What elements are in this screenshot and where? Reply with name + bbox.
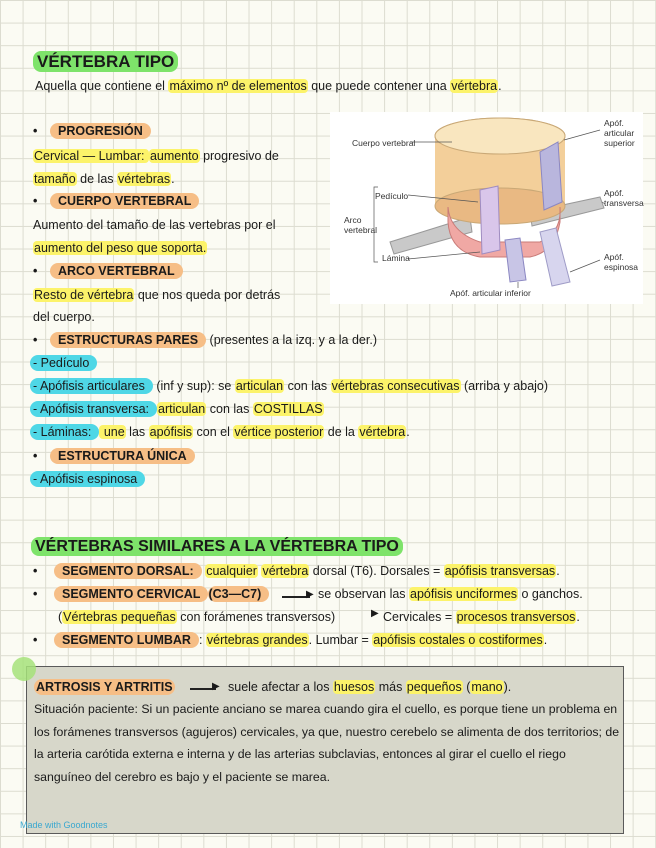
intro-text: Aquella que contiene el máximo nº de elementos que puede contener una vértebra.	[35, 79, 502, 93]
box-arrow-head: ▶	[212, 681, 220, 692]
cuerpo-line1: Aumento del tamaño de las vertebras por el	[33, 218, 276, 232]
arco-line1: Resto de vértebra que nos queda por detrás	[34, 288, 281, 302]
label-transv: Apóf. transversa	[604, 188, 644, 208]
bullet: •	[33, 194, 38, 208]
box-heading-line: ARTROSIS Y ARTRITIS	[36, 680, 173, 694]
similares-cervical-desc: se observan las apófisis unciformes o ganchos.	[318, 587, 583, 601]
heading-pares: ESTRUCTURAS PARES (presentes a la izq. y a la der.)	[50, 333, 377, 347]
similares-cervical-line2: (Vértebras pequeñas con forámenes transversos)	[58, 610, 336, 624]
similares-lumbar: SEGMENTO LUMBAR : vértebras grandes. Lumbar = apófisis costales o costiformes.	[54, 633, 547, 647]
footer-watermark: Made with Goodnotes	[20, 820, 108, 830]
bullet: •	[33, 264, 38, 278]
decorative-dot	[12, 657, 36, 681]
unica-item1: - Apófisis espinosa	[30, 472, 145, 486]
label-pediculo: Pedículo	[375, 191, 409, 201]
pares-item4: - Láminas: une las apófisis con el vértice posterior de la vértebra.	[30, 425, 410, 439]
bullet: •	[33, 633, 38, 647]
heading-cuerpo: CUERPO VERTEBRAL	[50, 194, 199, 208]
cuerpo-line2: aumento del peso que soporta.	[34, 241, 207, 255]
heading-unica: ESTRUCTURA ÚNICA	[50, 449, 195, 463]
bullet: •	[33, 587, 38, 601]
label-espinosa: Apóf. espinosa	[604, 252, 639, 272]
bullet: •	[33, 564, 38, 578]
similares-dorsal: SEGMENTO DORSAL: cualquier vértebra dorsal (T6). Dorsales = apófisis transversas.	[54, 564, 560, 578]
heading-arco: ARCO VERTEBRAL	[50, 264, 183, 278]
progresion-line2: tamaño de las vértebras.	[34, 172, 175, 186]
label-art-sup: Apóf. articular superior	[604, 118, 635, 148]
arrow-head-2: ▶	[371, 608, 379, 619]
pares-item1: - Pedículo	[30, 356, 97, 370]
box-body: Situación paciente: Si un paciente anciano se marea cuando gira el cuello, es porque tiene un problema en los forámenes transversos (agujeros) cervicales, ya que, nuestro cerebelo se alimenta de dos territorios; de la arteria carótida externa e interna y de las arterias subclavias, entonces al girar el cuello el riego sanguíneo del cerebro es bajo y el paciente se marea.	[34, 702, 620, 784]
section-title-similares: VÉRTEBRAS SIMILARES A LA VÉRTEBRA TIPO	[31, 538, 403, 556]
label-art-inf: Apóf. articular inferior	[450, 288, 531, 298]
similares-cervical: SEGMENTO CERVICAL (C3—C7)	[54, 587, 269, 601]
similares-cervical-line2b: Cervicales = procesos transversos.	[383, 610, 580, 624]
arco-line2: del cuerpo.	[33, 310, 95, 324]
bullet: •	[33, 333, 38, 347]
box-heading-desc: suele afectar a los huesos más pequeños (mano).	[228, 680, 512, 694]
label-arco: Arco vertebral	[344, 215, 378, 235]
progresion-line1: Cervical — Lumbar: aumento progresivo de	[34, 149, 279, 163]
pares-item3: - Apófisis transversa: articulan con las COSTILLAS	[30, 402, 324, 416]
page-title: VÉRTEBRA TIPO	[33, 52, 178, 72]
pares-item2: - Apófisis articulares (inf y sup): se articulan con las vértebras consecutivas (arriba y abajo)	[30, 379, 548, 393]
label-lamina: Lámina	[382, 253, 410, 263]
label-cuerpo: Cuerpo vertebral	[352, 138, 416, 148]
bullet: •	[33, 124, 38, 138]
heading-progresion: PROGRESIÓN	[50, 124, 151, 138]
arrow-head: ▶	[306, 589, 314, 600]
vertebra-figure	[330, 112, 643, 304]
bullet: •	[33, 449, 38, 463]
